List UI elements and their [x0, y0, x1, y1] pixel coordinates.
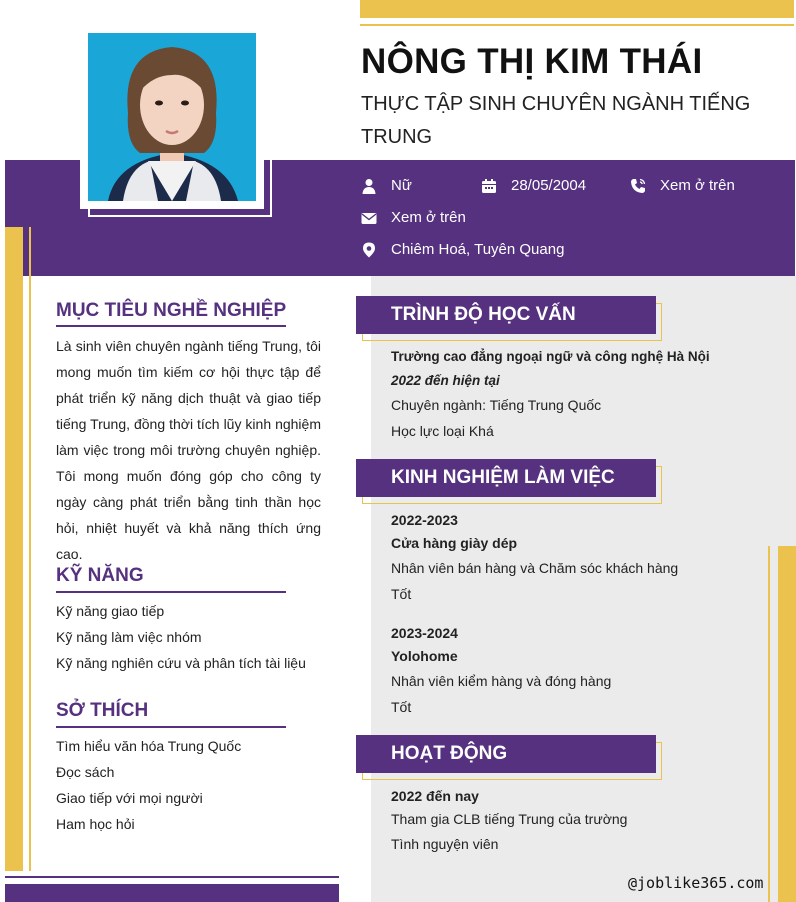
experience-title: KINH NGHIỆM LÀM VIỆC — [356, 459, 656, 497]
job-period: 2022-2023 — [391, 512, 458, 528]
job-result: Tốt — [391, 699, 412, 715]
hobby-item: Ham học hỏi — [56, 816, 135, 832]
user-icon — [361, 178, 377, 194]
hobby-item: Tìm hiểu văn hóa Trung Quốc — [56, 738, 242, 754]
contact-phone — [630, 177, 735, 194]
portrait-photo — [88, 33, 256, 201]
left-accent-line — [29, 227, 31, 871]
skill-item: Kỹ năng giao tiếp — [56, 603, 165, 619]
contact-birthday — [481, 177, 586, 194]
education-major: Chuyên ngành: Tiếng Trung Quốc — [391, 397, 602, 413]
contact-address — [361, 241, 564, 258]
job-period: 2023-2024 — [391, 625, 458, 641]
activities-title: HOẠT ĐỘNG — [356, 735, 656, 773]
address-value: Chiêm Hoá, Tuyên Quang — [391, 241, 565, 258]
education-grade: Học lực loại Khá — [391, 423, 494, 439]
objective-text: Là sinh viên chuyên ngành tiếng Trung, tôi mong muốn tìm kiếm cơ hội thực tập để phát triển kỹ năng dịch thuật và giao tiếp tiếng Trung, đồng thời tích lũy kinh nghiệm làm việc trong môi trường chuyên nghiệp. Tôi mong muốn đóng góp cho công ty ngày càng phát triển bằng tinh thần học hỏi, nhiệt huyết và khả năng thích ứng cao. — [56, 338, 321, 562]
phone-icon — [630, 178, 646, 194]
skills-title: KỸ NĂNG — [56, 565, 144, 586]
location-pin-icon — [361, 242, 377, 258]
hobbies-underline — [56, 726, 286, 728]
education-period: 2022 đến hiện tại — [391, 373, 500, 388]
job-result: Tốt — [391, 586, 412, 602]
job-role: Nhân viên kiểm hàng và đóng hàng — [391, 673, 612, 689]
candidate-name: NÔNG THỊ KIM THÁI — [361, 42, 703, 81]
objective-underline — [56, 325, 286, 327]
left-accent-bar — [5, 227, 23, 871]
job-role: Nhân viên bán hàng và Chăm sóc khách hàng — [391, 560, 679, 576]
objective-title: MỤC TIÊU NGHỀ NGHIỆP — [56, 300, 287, 321]
job-company: Yolohome — [391, 648, 458, 664]
hobby-item: Giao tiếp với mọi người — [56, 790, 203, 806]
birthday-value: 28/05/2004 — [511, 177, 587, 194]
contact-email — [361, 209, 466, 226]
gender-value: Nữ — [391, 177, 412, 194]
phone-value: Xem ở trên — [660, 177, 735, 194]
top-accent-bar — [360, 0, 794, 18]
hobby-item: Đọc sách — [56, 764, 115, 780]
job-company: Cửa hàng giày dép — [391, 535, 518, 551]
right-accent-line — [768, 546, 770, 902]
skill-item: Kỹ năng nghiên cứu và phân tích tài liệu — [56, 655, 306, 671]
top-accent-line — [360, 24, 794, 26]
right-panel-background — [371, 276, 796, 902]
contact-gender — [361, 177, 412, 194]
activities-period: 2022 đến nay — [391, 788, 479, 804]
calendar-icon — [481, 178, 497, 194]
candidate-title: THỰC TẬP SINH CHUYÊN NGÀNH TIẾNG TRUNG — [361, 93, 751, 148]
education-title: TRÌNH ĐỘ HỌC VẤN — [356, 296, 656, 334]
site-watermark: @joblike365.com — [628, 874, 764, 892]
activity-item: Tình nguyện viên — [391, 836, 499, 852]
education-school: Trường cao đẳng ngoại ngữ và công nghệ Hà Nội — [391, 349, 710, 364]
hobbies-title: SỞ THÍCH — [56, 700, 149, 721]
skill-item: Kỹ năng làm việc nhóm — [56, 629, 202, 645]
bottom-accent-line — [5, 876, 339, 878]
envelope-icon — [361, 210, 377, 226]
bottom-accent-band — [5, 884, 339, 902]
activity-item: Tham gia CLB tiếng Trung của trường — [391, 811, 628, 827]
right-accent-bar — [778, 546, 796, 902]
skills-underline — [56, 591, 286, 593]
email-value: Xem ở trên — [391, 209, 466, 226]
